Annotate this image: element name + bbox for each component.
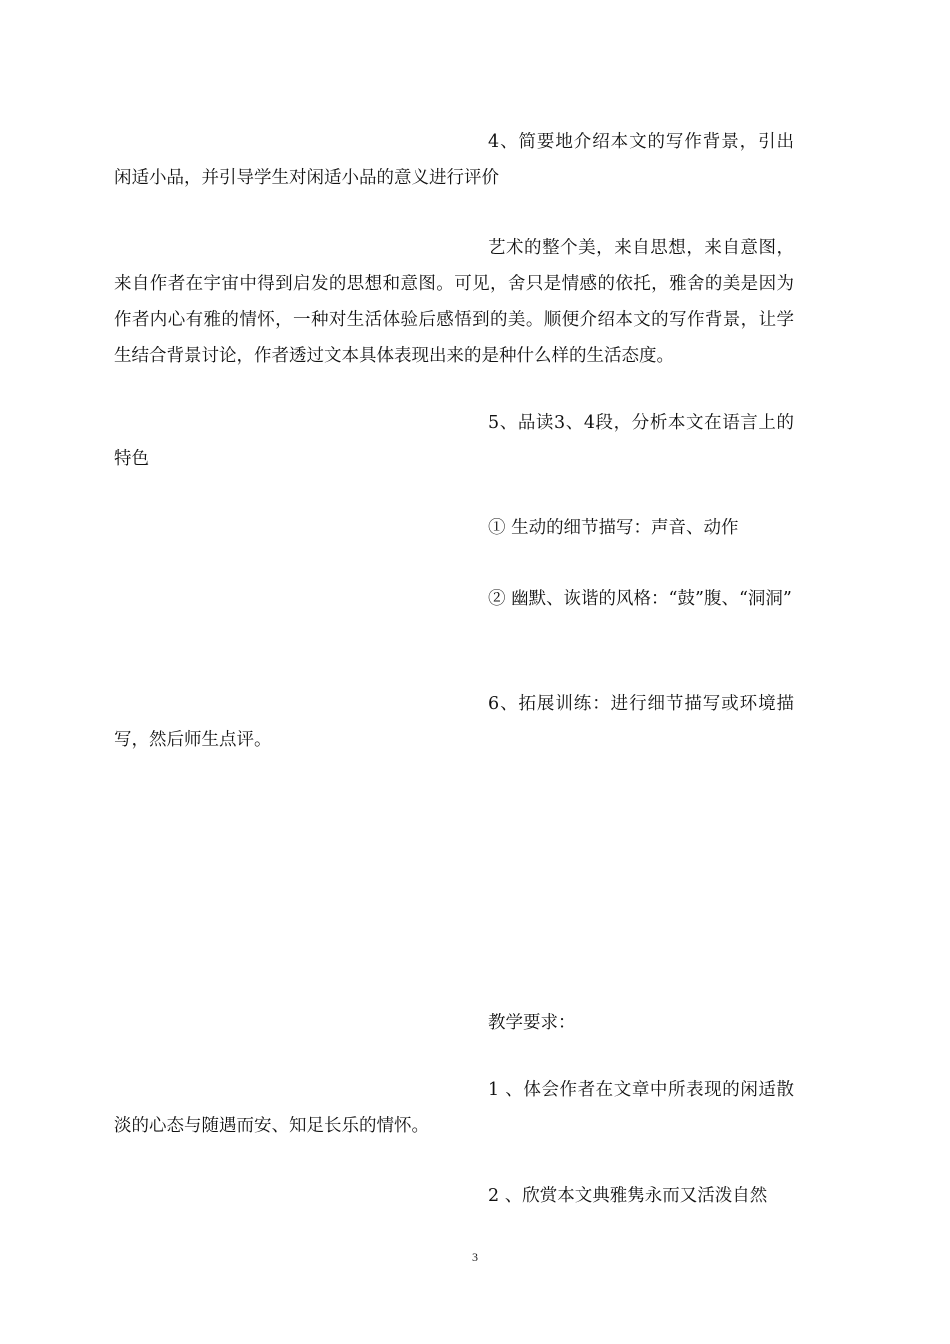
- requirement-item-2: 2 、欣赏本文典雅隽永而又活泼自然: [488, 1186, 768, 1206]
- list-item-humor-style: ② 幽默、诙谐的风格：“鼓”腹、“洞洞”: [488, 589, 792, 609]
- paragraph-language-analysis: 5、品读3、4段，分析本文在语言上的特色: [114, 413, 794, 469]
- paragraph-art-beauty: 艺术的整个美，来自思想，来自意图，来自作者在宇宙中得到启发的思想和意图。可见，舍只是情感的依托，雅舍的美是因为作者内心有雅的情怀，一种对生活体验后感悟到的美。顺便介绍本文的写作背景，让学生结合背景讨论，作者透过文本具体表现出来的是种什么样的生活态度。: [114, 238, 794, 366]
- paragraph-extension-training: 6、拓展训练：进行细节描写或环境描写，然后师生点评。: [114, 694, 794, 750]
- requirement-item-1: 1 、体会作者在文章中所表现的闲适散淡的心态与随遇而安、知足长乐的情怀。: [114, 1080, 794, 1136]
- paragraph-background-intro: 4、简要地介绍本文的写作背景，引出闲适小品，并引导学生对闲适小品的意义进行评价: [114, 132, 794, 188]
- list-item-detail-description: ① 生动的细节描写：声音、动作: [488, 518, 739, 538]
- section-heading-teaching-requirements: 教学要求：: [488, 1013, 576, 1033]
- page-number: 3: [472, 1250, 478, 1264]
